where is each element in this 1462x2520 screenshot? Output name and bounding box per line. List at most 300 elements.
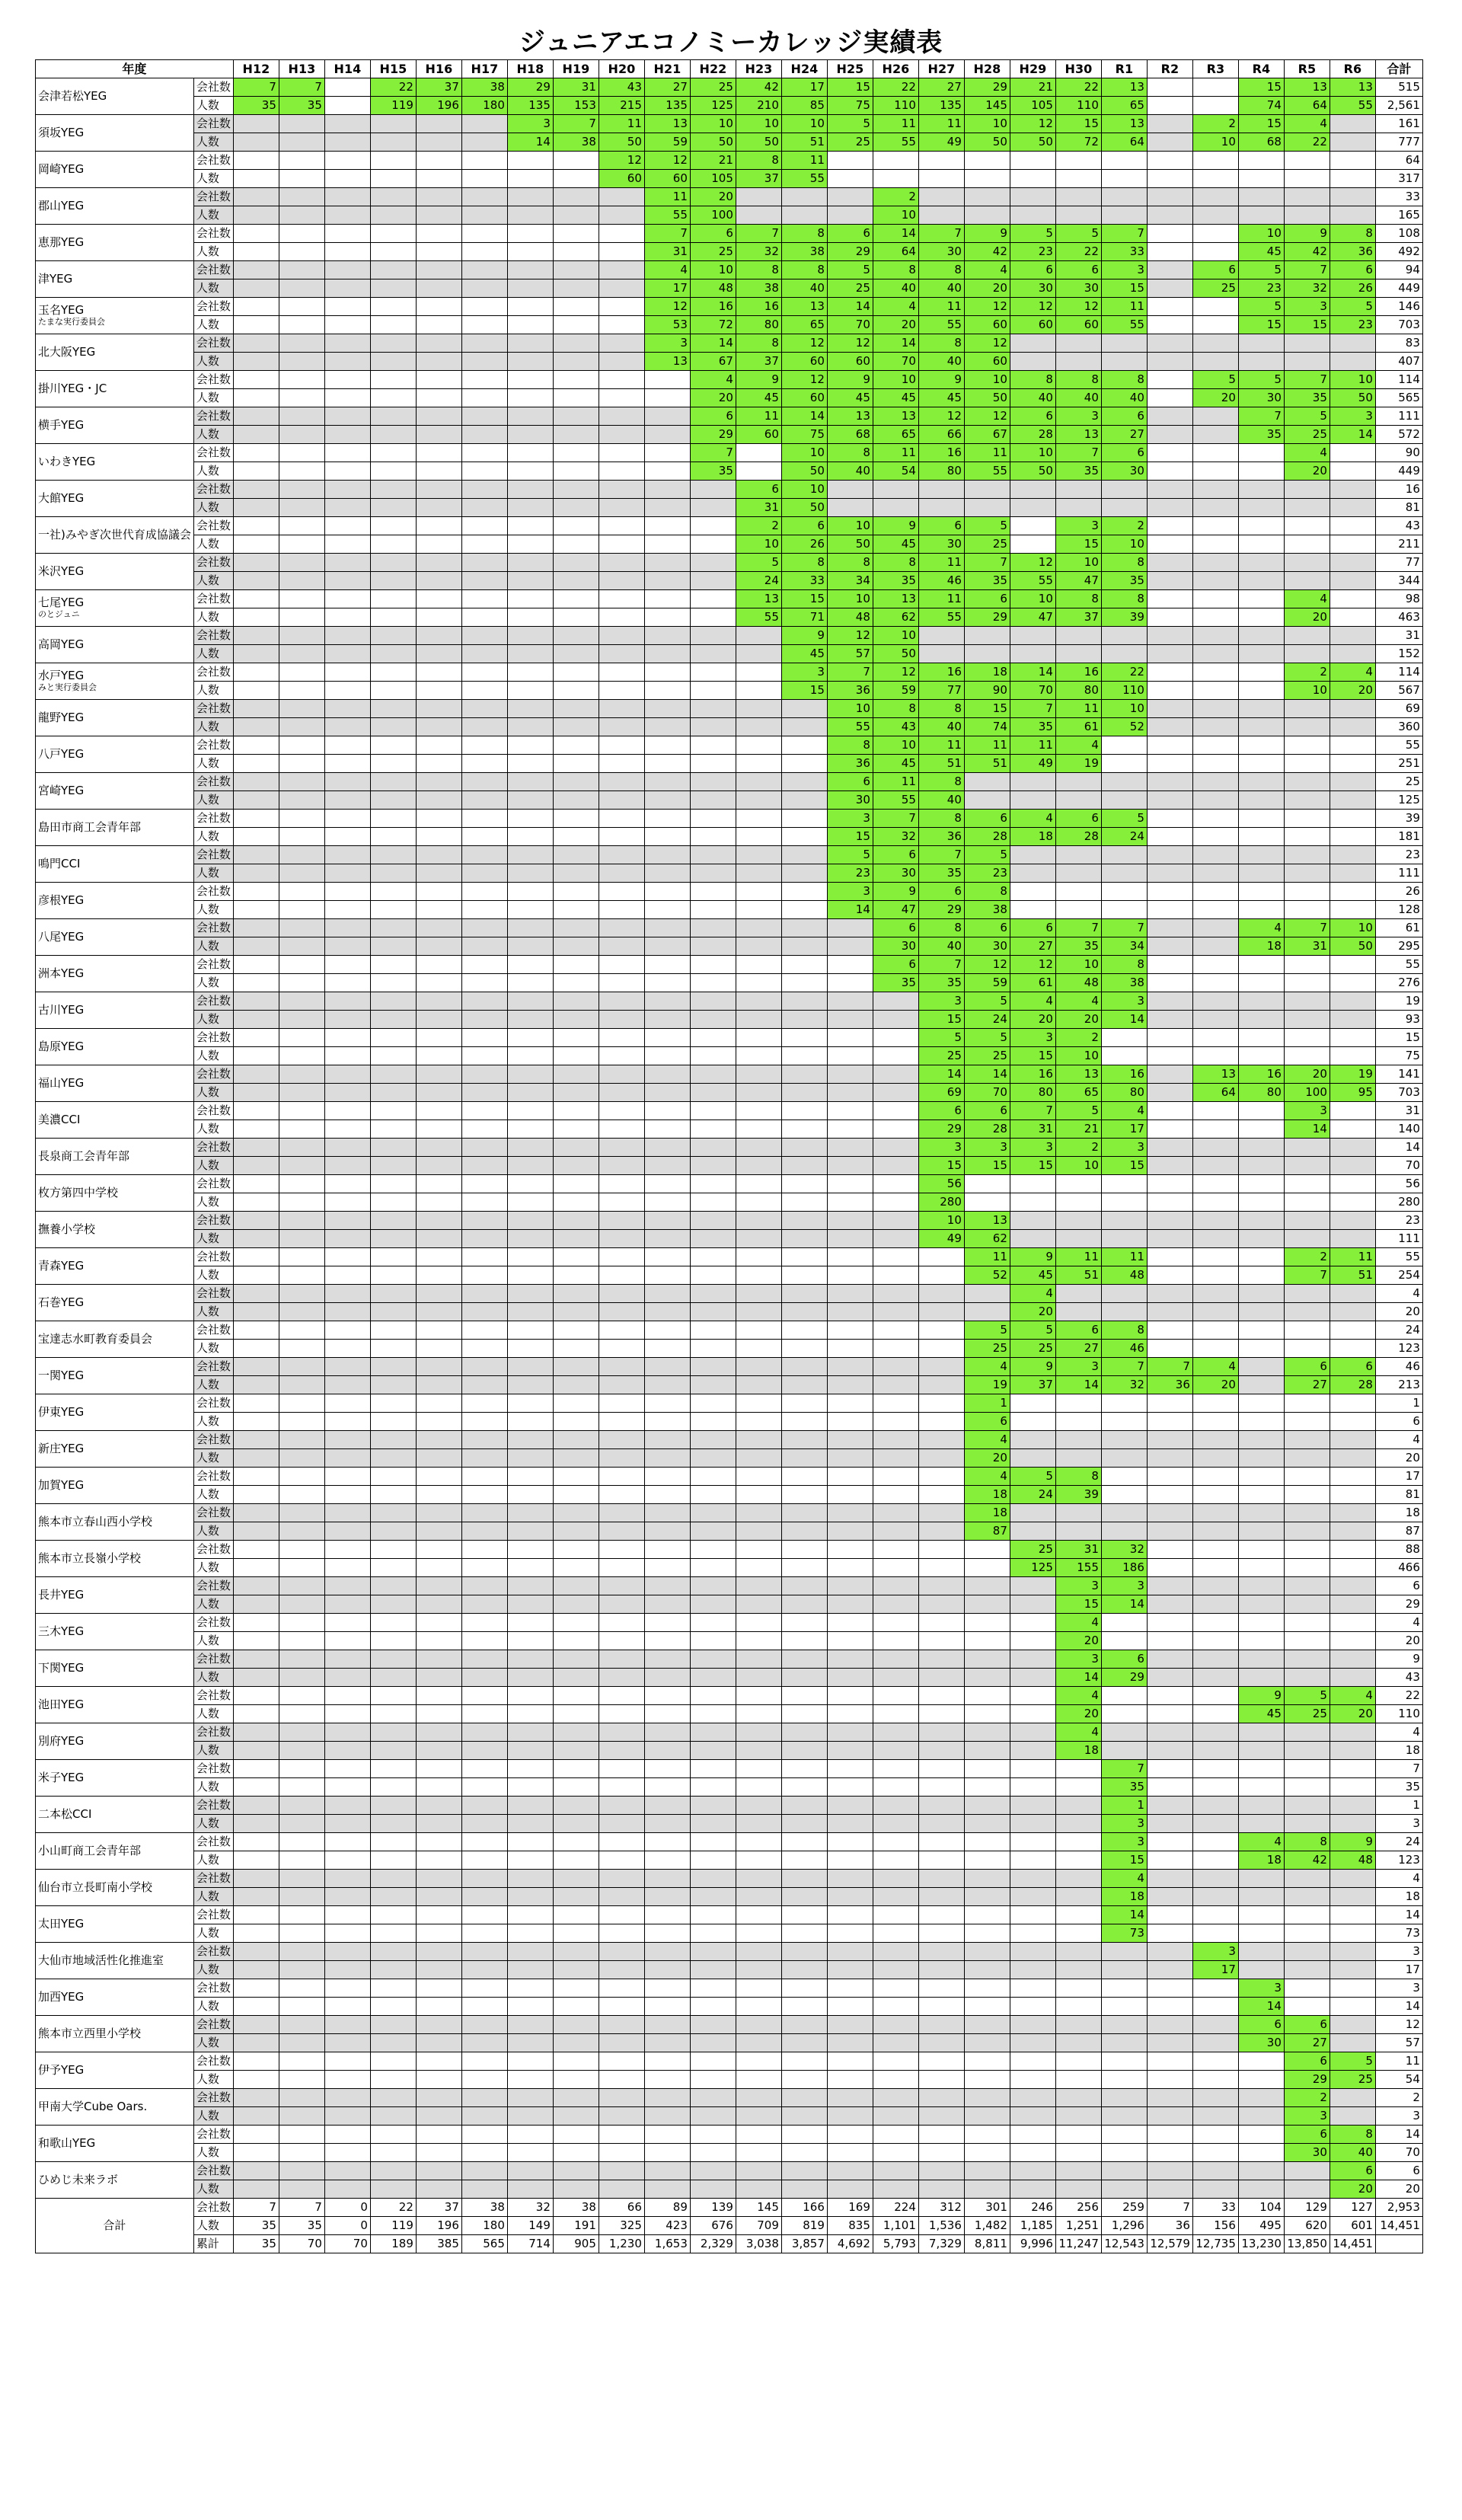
value-cell [1284,1139,1330,1157]
value-cell [1101,1742,1147,1760]
value-cell [279,1084,324,1102]
value-cell: 11 [1330,1248,1375,1266]
value-cell [1147,755,1192,773]
value-cell [1284,2180,1330,2199]
value-cell: 8 [1055,1468,1101,1486]
row-total-cell: 181 [1375,828,1422,846]
value-cell [461,1431,507,1449]
value-cell [507,1102,553,1120]
value-cell: 20 [1055,1705,1101,1723]
value-cell: 3 [781,663,827,682]
value-cell [233,956,279,974]
people-label: 人数 [193,316,233,334]
people-count-row [36,1632,1423,1650]
value-cell [599,608,644,627]
value-cell: 20 [1284,608,1330,627]
value-cell: 7 [1101,225,1147,243]
value-cell [324,78,370,97]
value-cell [827,1248,873,1266]
value-cell: 3 [1101,1139,1147,1157]
value-cell [873,1120,918,1139]
value-cell: 64 [873,243,918,261]
value-cell [827,2052,873,2071]
value-cell [416,1065,461,1084]
value-cell: 4 [1055,992,1101,1011]
company-count-row [36,1102,1423,1120]
value-cell [324,1266,370,1285]
value-cell [1010,1650,1055,1669]
participant-name-main: 玉名YEG [38,302,85,317]
value-cell: 11 [918,590,964,608]
value-cell [507,1687,553,1705]
value-cell [507,1468,553,1486]
value-cell [279,736,324,755]
value-cell [1055,499,1101,517]
value-cell [553,1705,599,1723]
value-cell: 32 [736,243,781,261]
value-cell [873,1998,918,2016]
value-cell: 25 [827,133,873,152]
value-cell [644,1230,690,1248]
people-count-row [36,206,1423,225]
grand-total-cell: 1,251 [1055,2217,1101,2235]
value-cell [1330,992,1375,1011]
value-cell [507,2144,553,2162]
value-cell [416,608,461,627]
value-cell: 66 [918,426,964,444]
value-cell: 15 [1238,316,1284,334]
value-cell [781,1742,827,1760]
value-cell [1055,645,1101,663]
value-cell [507,462,553,481]
value-cell [873,1504,918,1522]
value-cell [370,115,416,133]
value-cell [918,1650,964,1669]
value-cell [1147,901,1192,919]
value-cell [736,937,781,956]
value-cell [1101,1175,1147,1193]
value-cell [1238,152,1284,170]
value-cell: 5 [1010,1468,1055,1486]
value-cell: 31 [736,499,781,517]
value-cell [1192,206,1238,225]
value-cell [1147,1833,1192,1851]
value-cell [690,791,736,810]
value-cell: 25 [1284,1705,1330,1723]
value-cell [553,389,599,407]
people-count-row [36,1266,1423,1285]
value-cell [279,956,324,974]
value-cell [1284,828,1330,846]
value-cell [1147,1669,1192,1687]
value-cell: 29 [1101,1669,1147,1687]
value-cell [644,1943,690,1961]
value-cell [827,1522,873,1541]
value-cell [1010,2126,1055,2144]
value-cell: 10 [964,371,1010,389]
participant-name: 熊本市立長嶺小学校 [36,1541,194,1577]
value-cell [1147,1084,1192,1102]
value-cell: 22 [370,78,416,97]
value-cell [781,1522,827,1541]
value-cell [279,627,324,645]
value-cell [964,1595,1010,1614]
value-cell: 55 [1330,97,1375,115]
people-count-row [36,133,1423,152]
value-cell [1238,1870,1284,1888]
companies-label: 会社数 [193,517,233,535]
value-cell: 20 [1330,1705,1375,1723]
value-cell [233,1047,279,1065]
row-total-cell: 12 [1375,2016,1422,2034]
row-total-cell: 23 [1375,1212,1422,1230]
value-cell: 12 [644,298,690,316]
value-cell [599,645,644,663]
value-cell: 8 [918,810,964,828]
value-cell: 6 [1055,810,1101,828]
value-cell: 18 [1055,1742,1101,1760]
value-cell: 56 [918,1175,964,1193]
value-cell [1010,535,1055,554]
value-cell [918,1559,964,1577]
participant-name-sub: のとジュニ [38,608,80,619]
people-label: 人数 [193,2144,233,2162]
row-total-cell: 14 [1375,1906,1422,1924]
value-cell [964,645,1010,663]
value-cell [1330,1193,1375,1212]
value-cell [1330,353,1375,371]
value-cell [233,810,279,828]
value-cell [1010,791,1055,810]
value-cell [233,846,279,864]
value-cell [461,718,507,736]
grand-total-cell: 7 [279,2199,324,2217]
value-cell [507,682,553,700]
value-cell: 8 [1055,371,1101,389]
value-cell [781,2107,827,2126]
value-cell [507,937,553,956]
value-cell: 48 [690,279,736,298]
row-total-cell: 567 [1375,682,1422,700]
value-cell [918,627,964,645]
value-cell [873,1358,918,1376]
value-cell: 50 [781,499,827,517]
value-cell [1147,1760,1192,1778]
value-cell [279,2071,324,2089]
value-cell [416,517,461,535]
value-cell [736,736,781,755]
value-cell [279,353,324,371]
value-cell [599,755,644,773]
value-cell [599,1230,644,1248]
value-cell [644,1705,690,1723]
value-cell [233,2016,279,2034]
value-cell [1284,535,1330,554]
value-cell [324,1321,370,1340]
value-cell [416,1413,461,1431]
value-cell: 10 [690,115,736,133]
value-cell [324,1705,370,1723]
value-cell [736,956,781,974]
value-cell [370,1193,416,1212]
value-cell [1330,1303,1375,1321]
value-cell [1192,1833,1238,1851]
value-cell: 40 [918,279,964,298]
value-cell [690,1760,736,1778]
row-total-cell: 93 [1375,1011,1422,1029]
value-cell [553,1522,599,1541]
value-cell: 5 [918,1029,964,1047]
value-cell: 47 [1055,572,1101,590]
value-cell [1192,663,1238,682]
value-cell [1192,407,1238,426]
value-cell [1284,1595,1330,1614]
companies-label: 会社数 [193,1029,233,1047]
value-cell: 38 [553,133,599,152]
value-cell [1147,1559,1192,1577]
value-cell: 55 [1101,316,1147,334]
value-cell [461,1797,507,1815]
value-cell [370,1669,416,1687]
value-cell [507,1248,553,1266]
value-cell [918,206,964,225]
value-cell [599,700,644,718]
value-cell [1055,1979,1101,1998]
value-cell: 11 [1055,700,1101,718]
value-cell [644,1632,690,1650]
companies-label: 会社数 [193,1979,233,1998]
row-total-cell: 146 [1375,298,1422,316]
value-cell: 40 [918,718,964,736]
value-cell [1147,2126,1192,2144]
value-cell: 4 [1101,1102,1147,1120]
value-cell [553,1358,599,1376]
value-cell: 10 [781,444,827,462]
value-cell [507,810,553,828]
value-cell: 25 [918,1047,964,1065]
value-cell [1330,1650,1375,1669]
value-cell [1238,956,1284,974]
value-cell [599,1413,644,1431]
value-cell [1192,1266,1238,1285]
value-cell [507,1559,553,1577]
value-cell [1147,535,1192,554]
value-cell: 110 [1055,97,1101,115]
value-cell [964,2162,1010,2180]
people-label: 人数 [193,279,233,298]
value-cell [553,517,599,535]
value-cell [690,1723,736,1742]
participant-name: ひめじ未来ラボ [36,2162,194,2199]
value-cell: 125 [1010,1559,1055,1577]
value-cell [416,1778,461,1797]
value-cell [324,426,370,444]
value-cell [918,1394,964,1413]
people-label: 人数 [193,1998,233,2016]
value-cell [690,718,736,736]
value-cell [1192,2071,1238,2089]
value-cell [781,2071,827,2089]
value-cell [461,773,507,791]
value-cell: 7 [1101,1358,1147,1376]
value-cell [1147,1778,1192,1797]
value-cell: 51 [781,133,827,152]
value-cell [370,1632,416,1650]
value-cell [1101,353,1147,371]
row-total-cell: 14 [1375,1139,1422,1157]
value-cell [370,828,416,846]
value-cell: 13 [873,590,918,608]
value-cell: 7 [1238,407,1284,426]
value-cell [1101,2089,1147,2107]
value-cell [1284,517,1330,535]
value-cell [1192,1230,1238,1248]
value-cell [736,1449,781,1468]
value-cell [781,773,827,791]
value-cell [644,2052,690,2071]
value-cell [1147,1193,1192,1212]
value-cell [324,1632,370,1650]
value-cell [1330,1577,1375,1595]
value-cell [461,828,507,846]
value-cell [461,1212,507,1230]
value-cell [233,1760,279,1778]
value-cell [690,2034,736,2052]
value-cell [279,1979,324,1998]
row-total-cell: 83 [1375,334,1422,353]
value-cell [233,206,279,225]
value-cell [461,1924,507,1943]
row-total-cell: 15 [1375,1029,1422,1047]
value-cell [1147,115,1192,133]
value-cell [461,937,507,956]
value-cell [1238,1157,1284,1175]
value-cell [644,481,690,499]
value-cell [1330,810,1375,828]
value-cell [690,2144,736,2162]
value-cell [690,1468,736,1486]
value-cell [553,1870,599,1888]
value-cell [1284,755,1330,773]
value-cell [599,261,644,279]
value-cell [507,1577,553,1595]
value-cell [1192,828,1238,846]
value-cell [690,2162,736,2180]
value-cell [1010,1778,1055,1797]
value-cell [1147,791,1192,810]
value-cell [1010,334,1055,353]
value-cell [324,1924,370,1943]
value-cell [1010,1961,1055,1979]
value-cell [1330,1669,1375,1687]
value-cell [736,645,781,663]
value-cell [1238,2052,1284,2071]
grand-total-cell: 119 [370,2217,416,2235]
value-cell [599,1175,644,1193]
people-label: 人数 [193,1851,233,1870]
value-cell [370,1888,416,1906]
value-cell [873,2034,918,2052]
value-cell [1192,444,1238,462]
value-cell: 67 [690,353,736,371]
value-cell [690,1486,736,1504]
row-total-cell: 20 [1375,1449,1422,1468]
value-cell [370,2162,416,2180]
value-cell: 30 [1284,2144,1330,2162]
value-cell [461,1340,507,1358]
value-cell [827,1906,873,1924]
value-cell: 4 [964,261,1010,279]
value-cell [599,1321,644,1340]
value-cell [507,554,553,572]
value-cell [873,1888,918,1906]
value-cell: 38 [736,279,781,298]
value-cell [370,1833,416,1851]
value-cell: 24 [964,1011,1010,1029]
value-cell [918,1797,964,1815]
value-cell [736,1705,781,1723]
value-cell [1010,773,1055,791]
people-label: 人数 [193,791,233,810]
value-cell [461,992,507,1011]
value-cell [461,225,507,243]
value-cell [233,133,279,152]
value-cell [1284,645,1330,663]
value-cell: 7 [736,225,781,243]
grand-total-cell: 36 [1147,2217,1192,2235]
participant-name: 青森YEG [36,1248,194,1285]
people-label: 人数 [193,718,233,736]
value-cell: 15 [781,590,827,608]
value-cell: 26 [1330,279,1375,298]
value-cell [599,1998,644,2016]
value-cell [964,1778,1010,1797]
value-cell [690,2016,736,2034]
value-cell [690,1778,736,1797]
value-cell: 11 [964,444,1010,462]
value-cell [918,1541,964,1559]
value-cell [599,590,644,608]
value-cell: 20 [690,188,736,206]
value-cell [827,1614,873,1632]
value-cell: 80 [1238,1084,1284,1102]
value-cell [827,1212,873,1230]
value-cell [1238,864,1284,883]
value-cell [553,1248,599,1266]
value-cell [553,1047,599,1065]
value-cell [553,279,599,298]
value-cell [736,1924,781,1943]
value-cell: 14 [1101,1595,1147,1614]
value-cell [370,1321,416,1340]
value-cell [1055,1431,1101,1449]
row-total-cell: 276 [1375,974,1422,992]
value-cell [781,1870,827,1888]
value-cell: 71 [781,608,827,627]
value-cell [690,590,736,608]
value-cell [1192,2144,1238,2162]
value-cell [599,554,644,572]
value-cell [416,243,461,261]
value-cell [461,1285,507,1303]
value-cell [1055,1961,1101,1979]
value-cell [1101,1979,1147,1998]
value-cell [1101,1687,1147,1705]
value-cell [918,1486,964,1504]
value-cell [781,2126,827,2144]
value-cell [461,1394,507,1413]
value-cell: 6 [873,919,918,937]
